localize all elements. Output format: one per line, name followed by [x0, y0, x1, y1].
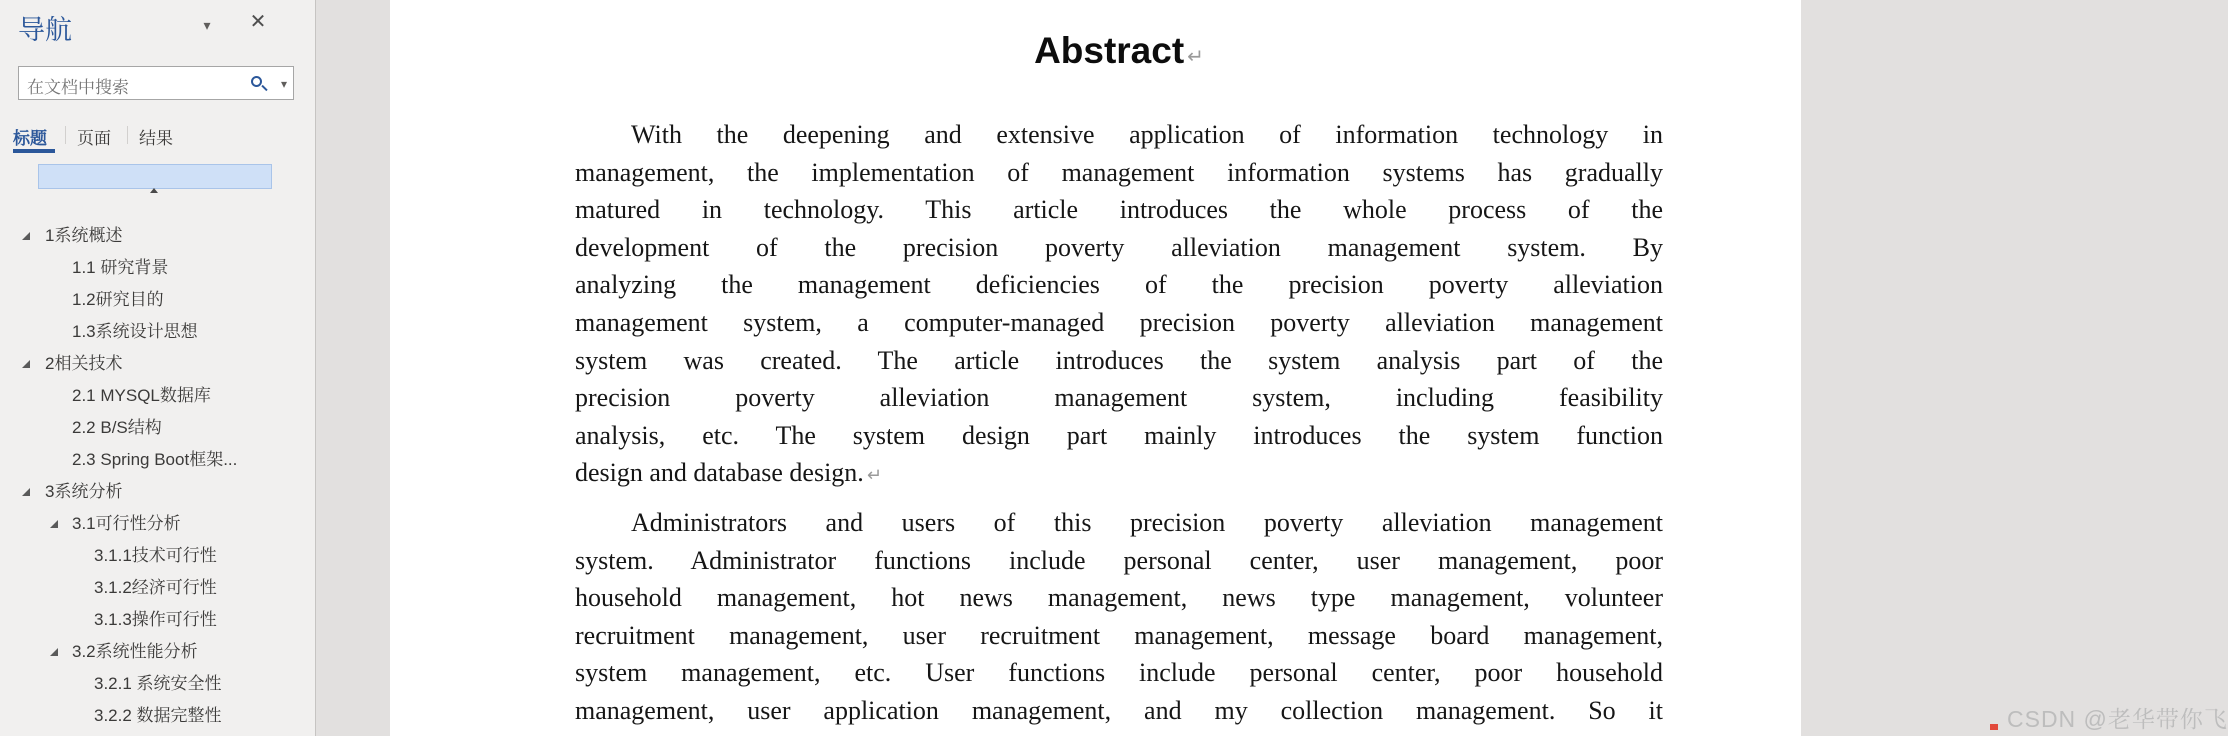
text-line[interactable]: recruitment management, user recruitment management, message board management,: [575, 620, 1663, 650]
abstract-paragraph-2[interactable]: [575, 504, 1663, 730]
jump-to-top-icon: [150, 171, 160, 189]
text-line[interactable]: household management, hot news management, news type management, volunteer: [575, 583, 1663, 613]
search-options-chevron-icon[interactable]: ▾: [280, 77, 288, 91]
abstract-paragraph-1[interactable]: [575, 116, 1663, 492]
text-line[interactable]: management system, a computer-managed precision poverty alleviation management: [575, 307, 1663, 337]
text-line[interactable]: development of the precision poverty alleviation management system. By: [575, 232, 1663, 262]
document-heading-abstract[interactable]: [575, 30, 1663, 72]
csdn-watermark-red-mark: [1990, 724, 1998, 730]
tab-results[interactable]: 结果: [139, 129, 173, 148]
tree-item-label: 2相关技术: [45, 354, 123, 373]
tree-item-label: 2.1 MYSQL数据库: [72, 386, 211, 405]
tree-item[interactable]: [0, 348, 315, 380]
tab-pages[interactable]: 页面: [77, 129, 111, 148]
tree-item-label: 3.2.2 数据完整性: [94, 706, 222, 725]
tree-item-label: 3.2.1 系统安全性: [94, 674, 222, 693]
tree-item[interactable]: [0, 444, 315, 476]
tree-item-label: 2.3 Spring Boot框架...: [72, 450, 238, 469]
search-icon[interactable]: [251, 76, 262, 87]
document-page[interactable]: [390, 0, 2228, 736]
paragraph-mark-icon: ↵: [866, 465, 882, 487]
search-placeholder: 在文档中搜索: [27, 78, 129, 97]
chevron-down-icon[interactable]: ▾: [203, 17, 211, 33]
document-search-input[interactable]: [18, 66, 294, 100]
tree-item-label: 3.1可行性分析: [72, 514, 181, 533]
tree-item-label: 1.2研究目的: [72, 290, 164, 309]
jump-to-beginning-bar[interactable]: [38, 164, 272, 189]
navigation-pane: [0, 0, 316, 736]
tab-headings[interactable]: 标题: [13, 129, 47, 148]
expand-collapse-triangle-icon[interactable]: [50, 648, 58, 656]
headings-tree: [0, 220, 315, 732]
text-line[interactable]: system was created. The article introduces the system analysis part of the: [575, 345, 1663, 375]
active-tab-underline: [13, 149, 55, 153]
tree-item[interactable]: [0, 476, 315, 508]
expand-collapse-triangle-icon[interactable]: [22, 488, 30, 496]
tree-item[interactable]: [0, 220, 315, 252]
tree-item[interactable]: [0, 604, 315, 636]
tree-item[interactable]: [0, 508, 315, 540]
document-text-column: [575, 0, 1663, 736]
expand-collapse-triangle-icon[interactable]: [50, 520, 58, 528]
tree-item[interactable]: [0, 284, 315, 316]
text-line[interactable]: precision poverty alleviation management system, including feasibility: [575, 383, 1663, 413]
tree-item[interactable]: [0, 668, 315, 700]
heading-text: Abstract: [1034, 30, 1185, 71]
navigation-pane-title: 导航: [18, 15, 72, 45]
tree-item[interactable]: [0, 572, 315, 604]
tree-item[interactable]: [0, 540, 315, 572]
text-line[interactable]: analyzing the management deficiencies of the precision poverty alleviation: [575, 270, 1663, 300]
tab-separator: [65, 126, 66, 144]
csdn-watermark: CSDN @老华带你飞: [2007, 706, 2228, 732]
tree-item[interactable]: [0, 636, 315, 668]
tree-item-label: 3.1.1技术可行性: [94, 546, 217, 565]
text-line[interactable]: Administrators and users of this precision poverty alleviation management: [631, 508, 1663, 537]
expand-collapse-triangle-icon[interactable]: [22, 232, 30, 240]
text-line[interactable]: analysis, etc. The system design part mainly introduces the system function: [575, 420, 1663, 450]
tree-item-label: 3.2系统性能分析: [72, 642, 198, 661]
tree-item-label: 3.1.3操作可行性: [94, 610, 217, 629]
tree-item[interactable]: [0, 380, 315, 412]
tab-separator: [127, 126, 128, 144]
text-line[interactable]: system management, etc. User functions include personal center, poor household: [575, 658, 1663, 688]
tree-item[interactable]: [0, 316, 315, 348]
text-line[interactable]: With the deepening and extensive application of information technology in: [631, 120, 1663, 149]
tree-item[interactable]: [0, 252, 315, 284]
tree-item-label: 1.3系统设计思想: [72, 322, 198, 341]
text-line[interactable]: management, the implementation of management information systems has gradually: [575, 157, 1663, 187]
navigation-tabs: [0, 122, 316, 156]
expand-collapse-triangle-icon[interactable]: [22, 360, 30, 368]
tree-item-label: 1.1 研究背景: [72, 258, 169, 277]
tree-item[interactable]: [0, 700, 315, 732]
tree-item-label: 3.1.2经济可行性: [94, 578, 217, 597]
paragraph-mark-icon: ↵: [1187, 44, 1204, 68]
tree-item[interactable]: [0, 412, 315, 444]
tree-item-label: 2.2 B/S结构: [72, 418, 162, 437]
text-line[interactable]: management, user application management, and my collection management. So it: [575, 695, 1663, 725]
text-line[interactable]: system. Administrator functions include personal center, user management, poor: [575, 545, 1663, 575]
close-icon[interactable]: ✕: [249, 11, 267, 33]
text-line[interactable]: matured in technology. This article introduces the whole process of the: [575, 195, 1663, 225]
text-line[interactable]: design and database design. ↵: [575, 458, 882, 488]
tree-item-label: 1系统概述: [45, 226, 123, 245]
tree-item-label: 3系统分析: [45, 482, 123, 501]
